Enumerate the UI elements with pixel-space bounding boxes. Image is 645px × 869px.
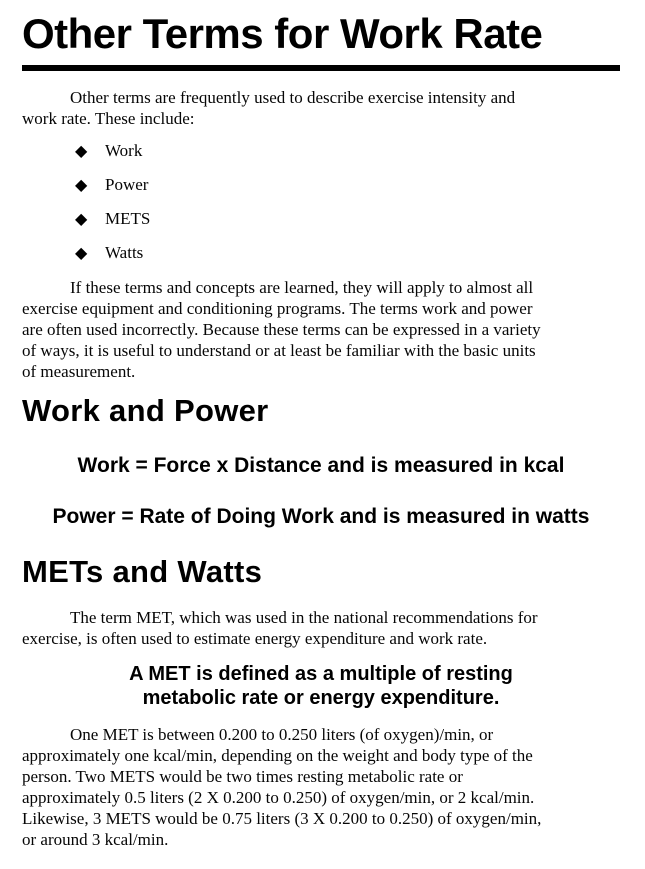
paragraph-line: approximately 0.5 liters (2 X 0.200 to 0.250) of oxygen/min, or 2 kcal/min. <box>22 787 535 807</box>
bullet-label: Watts <box>105 243 144 263</box>
power-formula: Power = Rate of Doing Work and is measured in watts <box>52 504 590 528</box>
met-paragraph <box>22 607 620 649</box>
paragraph-line: approximately one kcal/min, depending on the weight and body type of the <box>22 745 533 765</box>
diamond-bullet-icon: ◆ <box>75 211 88 229</box>
met-detail-paragraph <box>22 724 620 850</box>
title-rule <box>22 65 620 71</box>
met-definition <box>22 662 620 710</box>
list-item <box>75 175 620 195</box>
intro-paragraph <box>22 87 620 129</box>
work-formula: Work = Force x Distance and is measured in kcal <box>77 454 565 478</box>
paragraph-line: work rate. These include: <box>22 109 195 129</box>
paragraph-line: Likewise, 3 METS would be 0.75 liters (3 X 0.200 to 0.250) of oxygen/min, <box>22 808 542 828</box>
diamond-bullet-icon: ◆ <box>75 245 88 263</box>
list-item <box>75 209 620 229</box>
paragraph-line: or around 3 kcal/min. <box>22 829 169 849</box>
paragraph-line: of measurement. <box>22 362 136 382</box>
section-heading-mets-and-watts: METs and Watts <box>22 553 263 589</box>
paragraph-line: Other terms are frequently used to describe exercise intensity and <box>70 88 516 108</box>
met-definition-line: metabolic rate or energy expenditure. <box>142 686 500 709</box>
paragraph-line: The term MET, which was used in the national recommendations for <box>70 607 538 627</box>
list-item <box>75 141 620 161</box>
paragraph-line: are often used incorrectly. Because these terms can be expressed in a variety <box>22 320 541 340</box>
list-item <box>75 243 620 263</box>
diamond-bullet-icon: ◆ <box>75 143 88 161</box>
paragraph-line: If these terms and concepts are learned, they will apply to almost all <box>70 278 534 298</box>
bullet-label: Work <box>105 141 143 161</box>
met-definition-line: A MET is defined as a multiple of resting <box>129 662 513 685</box>
section-heading-work-and-power: Work and Power <box>22 393 269 429</box>
paragraph-line: exercise, is often used to estimate energy expenditure and work rate. <box>22 628 488 648</box>
bullet-label: METS <box>105 209 151 229</box>
diamond-bullet-icon: ◆ <box>75 177 88 195</box>
terms-list <box>22 141 620 263</box>
terms-paragraph <box>22 277 620 382</box>
paragraph-line: person. Two METS would be two times resting metabolic rate or <box>22 766 463 786</box>
paragraph-line: One MET is between 0.200 to 0.250 liters (of oxygen)/min, or <box>70 724 494 744</box>
paragraph-line: of ways, it is useful to understand or at least be familiar with the basic units <box>22 341 536 361</box>
page-title: Other Terms for Work Rate <box>22 10 543 57</box>
paragraph-line: exercise equipment and conditioning programs. The terms work and power <box>22 299 533 319</box>
bullet-label: Power <box>105 175 149 195</box>
